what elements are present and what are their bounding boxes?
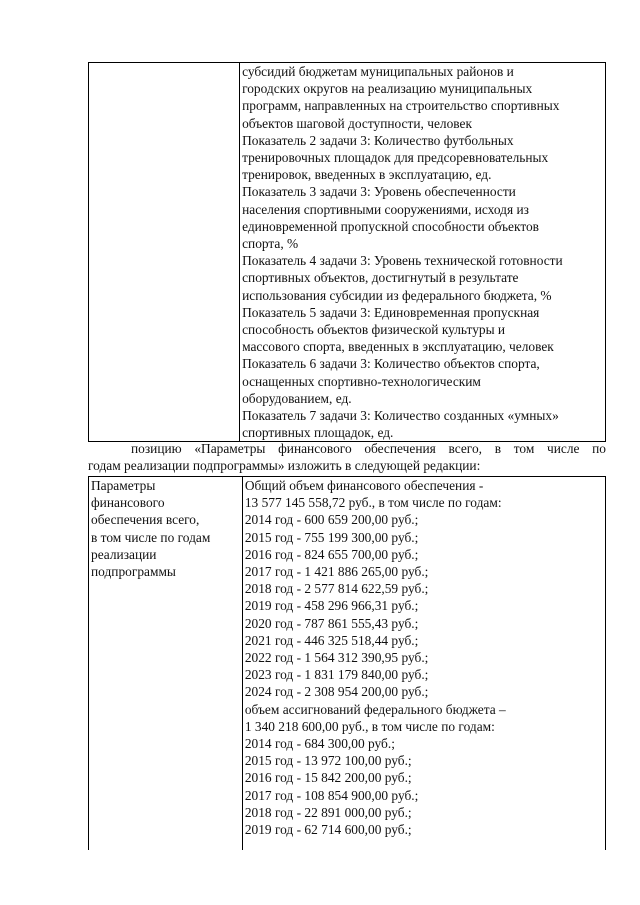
text-line: Показатель 2 задачи 3: Количество футбольных	[242, 132, 514, 148]
text-line: объем ассигнований федерального бюджета –	[244, 701, 506, 717]
text-line: 2016 год - 15 842 200,00 руб.;	[244, 770, 412, 786]
text-line: тренировок, введенных в эксплуатацию, ед.	[242, 167, 492, 183]
indicators-cell	[240, 63, 606, 442]
text-line: обеспечения всего,	[91, 512, 200, 528]
text-line: городских округов на реализацию муниципальных	[242, 81, 533, 97]
text-line: 2020 год - 787 861 555,43 руб.;	[244, 615, 419, 631]
table-cell-empty	[89, 63, 240, 442]
text-line: Показатель 4 задачи 3: Уровень технической готовности	[242, 253, 563, 269]
text-line: программ, направленных на строительство спортивных	[242, 98, 560, 114]
text-line: 2023 год - 1 831 179 840,00 руб.;	[244, 667, 429, 683]
text-line: тренировочных площадок для предсоревновательных	[242, 150, 549, 166]
text-line: 2016 год - 824 655 700,00 руб.;	[244, 546, 419, 562]
text-line: подпрограммы	[91, 564, 176, 580]
text-line: спортивных объектов, достигнутый в результате	[242, 270, 519, 286]
text-line: 2018 год - 22 891 000,00 руб.;	[244, 804, 412, 820]
text-line: Показатель 7 задачи 3: Количество созданных «умных»	[242, 408, 559, 424]
text-line: спорта, %	[242, 236, 299, 252]
amendment-paragraph	[88, 440, 606, 474]
text-line: 2017 год - 1 421 886 265,00 руб.;	[244, 564, 429, 580]
text-line: 2019 год - 458 296 966,31 руб.;	[244, 598, 419, 614]
text-line: Показатель 5 задачи 3: Единовременная пропускная	[242, 304, 540, 320]
text-line: Параметры	[91, 478, 156, 493]
financing-values-cell	[242, 477, 605, 851]
text-line: 2022 год - 1 564 312 390,95 руб.;	[244, 650, 429, 666]
text-line: 2015 год - 13 972 100,00 руб.;	[244, 753, 412, 769]
indicators-table	[88, 62, 606, 442]
text-line: субсидий бюджетам муниципальных районов и	[242, 64, 514, 79]
text-line: оборудованием, ед.	[242, 390, 352, 406]
text-line: 2015 год - 755 199 300,00 руб.;	[244, 529, 419, 545]
text-line: спортивных площадок, ед.	[242, 425, 394, 441]
text-line: 2014 год - 600 659 200,00 руб.;	[244, 512, 419, 528]
text-line: единовременной пропускной способности объектов	[242, 218, 540, 234]
table-row	[89, 63, 606, 442]
text-line: 2017 год - 108 854 900,00 руб.;	[244, 787, 419, 803]
text-line: 1 340 218 600,00 руб., в том числе по годам:	[244, 718, 495, 734]
text-line: массового спорта, введенных в эксплуатацию, человек	[242, 339, 554, 355]
text-line: 13 577 145 558,72 руб., в том числе по годам:	[244, 495, 502, 511]
text-line: объектов шаговой доступности, человек	[242, 115, 472, 131]
text-line: 2021 год - 446 325 518,44 руб.;	[244, 632, 419, 648]
text-line: 2014 год - 684 300,00 руб.;	[244, 736, 395, 752]
text-line: в том числе по годам	[91, 529, 211, 545]
table-row	[89, 477, 606, 851]
text-line: финансового	[91, 495, 165, 511]
text-line: населения спортивными сооружениями, исходя из	[242, 201, 529, 217]
text-line: 2019 год - 62 714 600,00 руб.;	[244, 822, 412, 838]
parameter-name-cell	[89, 477, 243, 851]
text-line: Показатель 3 задачи 3: Уровень обеспеченности	[242, 184, 516, 200]
text-line: оснащенных спортивно-технологическим	[242, 373, 481, 389]
text-line: Общий объем финансового обеспечения -	[244, 478, 484, 493]
financing-table	[88, 476, 606, 850]
text-line: 2018 год - 2 577 814 622,59 руб.;	[244, 581, 429, 597]
text-line: Показатель 6 задачи 3: Количество объектов спорта,	[242, 356, 540, 372]
text-line: способность объектов физической культуры и	[242, 322, 506, 338]
paragraph-line: позицию «Параметры финансового обеспечения всего, в том числе по	[131, 441, 606, 456]
paragraph-line: годам реализации подпрограммы» изложить в следующей редакции:	[88, 458, 481, 474]
text-line: реализации	[91, 546, 157, 562]
text-line: использования субсидии из федерального бюджета, %	[242, 287, 552, 303]
text-line: 2024 год - 2 308 954 200,00 руб.;	[244, 684, 429, 700]
